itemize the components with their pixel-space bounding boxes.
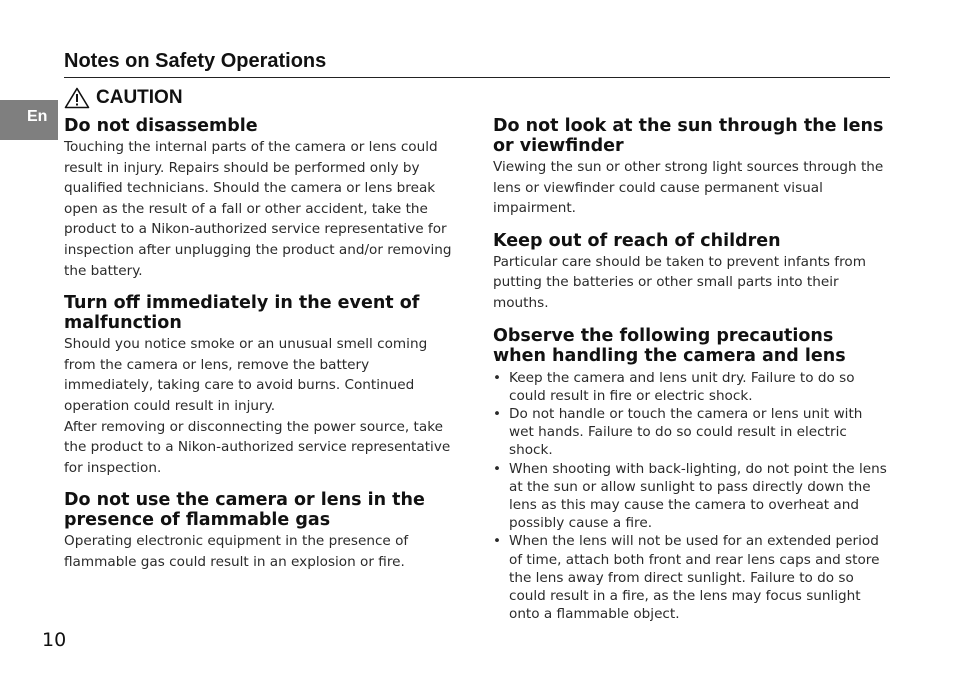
caution-label: CAUTION (96, 87, 183, 108)
section-do-not-look-at-sun (493, 116, 891, 219)
warning-triangle-icon (64, 87, 90, 109)
list-item-text: When the lens will not be used for an extended period of time, attach both front and rear lens caps and store the lens away from direct sunlight. Failure to do so could result in a fire, as the lens may focus sunlight onto a flammable object. (509, 533, 880, 623)
bullet-icon: • (493, 405, 502, 422)
section-body (493, 252, 891, 314)
section-heading: Do not look at the sun through the lens or viewfinder (493, 116, 884, 156)
section-flammable-gas (64, 490, 456, 572)
list-item (493, 405, 891, 460)
section-body (64, 137, 456, 281)
section-paragraph: Operating electronic equipment in the presence of flammable gas could result in an explosion or fire. (64, 533, 409, 570)
section-heading: Do not use the camera or lens in the presence of flammable gas (64, 490, 425, 531)
section-paragraph: Particular care should be taken to prevent infants from putting the batteries or other small parts into their mouths. (493, 253, 866, 311)
section-do-not-disassemble (64, 116, 456, 281)
section-paragraph: Should you notice smoke or an unusual smell coming from the camera or lens, remove the battery immediately, taking care to avoid burns. Continued operation could result in injury. (64, 336, 428, 414)
list-item (493, 532, 891, 623)
language-tab: En (0, 100, 58, 140)
left-column (64, 116, 456, 585)
list-item-text: When shooting with back-lighting, do not point the lens at the sun or allow sunlight to pass directly down the lens as this may cause the camera to overheat and possibly cause a fire. (509, 460, 887, 532)
caution-heading (64, 86, 183, 110)
list-item (493, 369, 891, 405)
section-body (64, 531, 456, 572)
section-body (64, 334, 456, 478)
page-number: 10 (42, 629, 67, 651)
page-title: Notes on Safety Operations (64, 50, 327, 72)
bullet-icon: • (493, 460, 502, 477)
list-item-text: Do not handle or touch the camera or lens unit with wet hands. Failure to do so could result in electric shock. (509, 405, 863, 459)
section-heading: Keep out of reach of children (493, 230, 781, 251)
list-item-text: Keep the camera and lens unit dry. Failure to do so could result in fire or electric shock. (509, 369, 855, 404)
precautions-list (493, 369, 891, 624)
section-heading: Observe the following precautions when handling the camera and lens (493, 325, 846, 366)
list-item (493, 460, 891, 533)
section-paragraph: After removing or disconnecting the power source, take the product to a Nikon-authorized service representative for inspection. (64, 418, 451, 476)
title-divider (64, 77, 890, 78)
section-body (493, 157, 891, 219)
section-heading: Do not disassemble (64, 116, 258, 136)
section-paragraph: Viewing the sun or other strong light sources through the lens or viewfinder could cause permanent visual impairment. (493, 159, 884, 217)
bullet-icon: • (493, 533, 502, 550)
section-keep-out-of-reach (493, 231, 891, 314)
section-paragraph: Touching the internal parts of the camera or lens could result in injury. Repairs should be performed only by qualified technicians. Should the camera or lens break open as the result of a fall or other accident, take the product to a Nikon-authorized service representative for inspection after unplugging the product and/or removing the battery. (64, 139, 452, 279)
section-handling-precautions (493, 326, 891, 624)
right-column (493, 116, 891, 635)
section-turn-off-malfunction (64, 293, 456, 478)
bullet-icon: • (493, 369, 502, 386)
section-heading: Turn off immediately in the event of malfunction (64, 293, 420, 334)
